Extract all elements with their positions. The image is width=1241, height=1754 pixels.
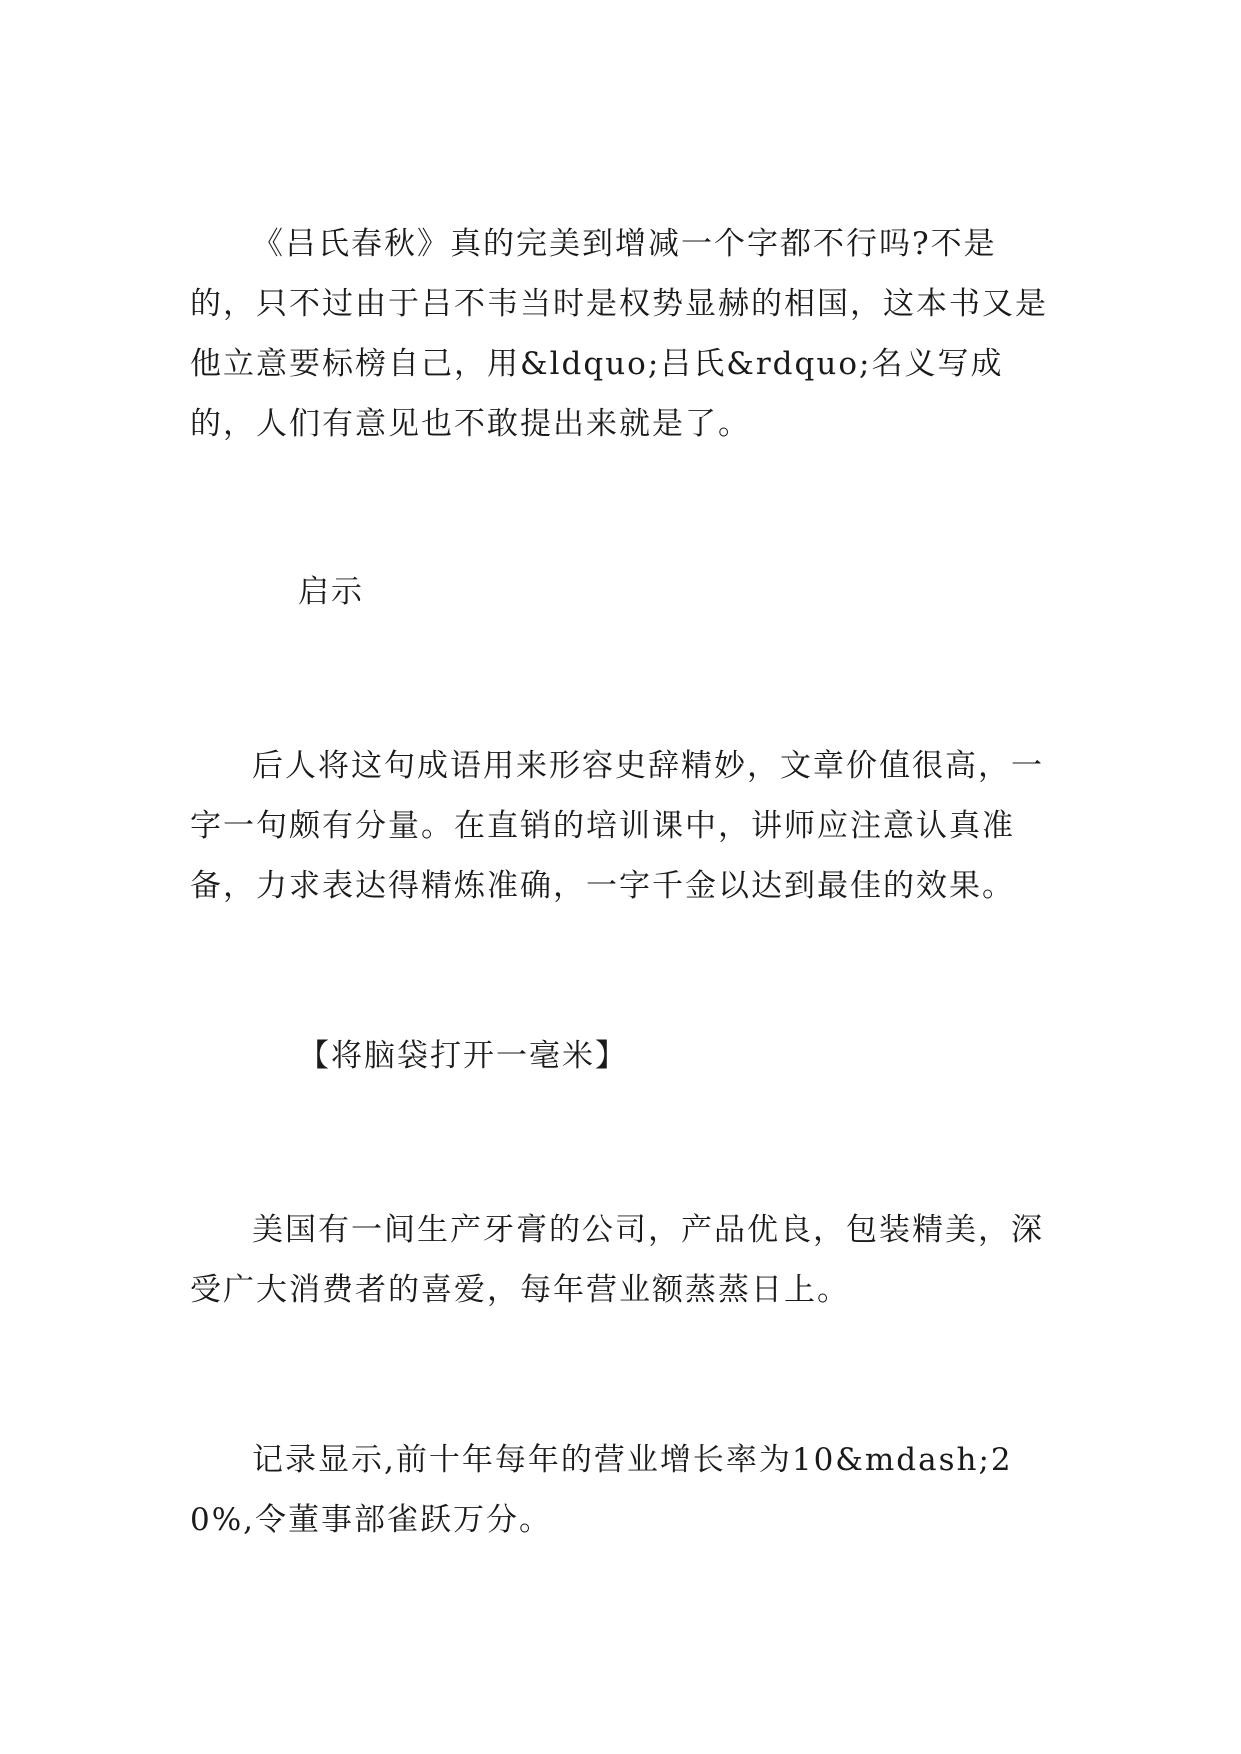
body-paragraph: 记录显示,前十年每年的营业增长率为10&mdash;20%,令董事部雀跃万分。 xyxy=(190,1442,1013,1538)
section-heading: 【将脑袋打开一毫米】 xyxy=(298,1038,628,1074)
section-heading: 启示 xyxy=(298,574,364,610)
body-paragraph: 《吕氏春秋》真的完美到增减一个字都不行吗?不是的，只不过由于吕不韦当时是权势显赫的相国，这本书又是他立意要标榜自己，用&ldquo;吕氏&rdquo;名义写成的，人们有意见也不敢提出来就是了。 xyxy=(190,226,1048,442)
body-paragraph: 美国有一间生产牙膏的公司，产品优良，包装精美，深受广大消费者的喜爱，每年营业额蒸蒸日上。 xyxy=(190,1212,1044,1308)
body-paragraph: 后人将这句成语用来形容史辞精妙，文章价值很高，一字一句颇有分量。在直销的培训课中，讲师应注意认真准备，力求表达得精炼准确，一字千金以达到最佳的效果。 xyxy=(190,748,1044,904)
